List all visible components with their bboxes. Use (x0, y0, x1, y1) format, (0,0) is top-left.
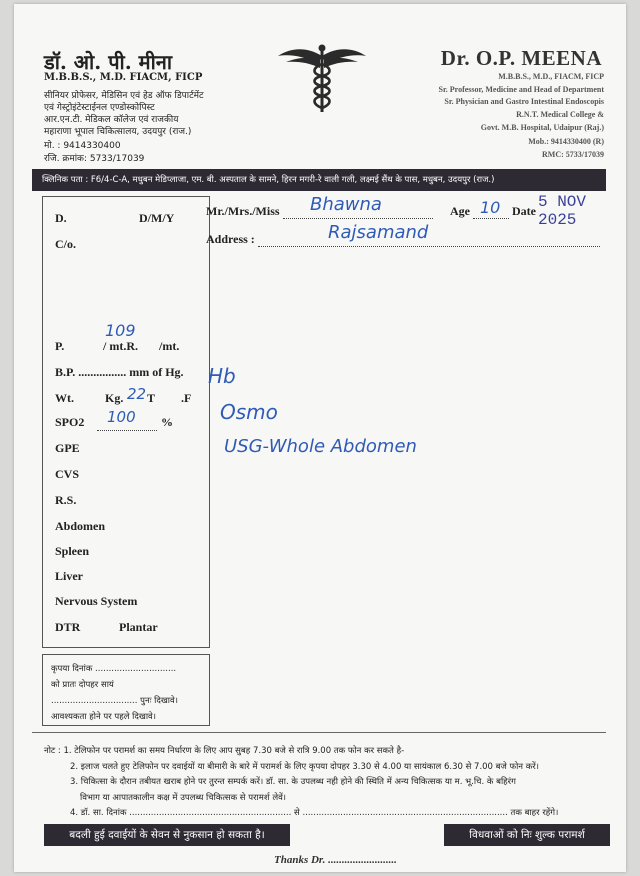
exam-cvs: CVS (55, 467, 80, 481)
spo2-label: SPO2 (55, 415, 85, 429)
exam-liver: Liver (55, 569, 83, 583)
plantar-label: Plantar (119, 620, 158, 634)
age-value: 10 (480, 198, 501, 217)
pulse-unit: / mt.R. (103, 339, 138, 353)
note-1: नोट : 1. टेलिफोन पर परामर्श का समय निर्धारण के लिए आप सुबह 7.30 बजे से रात्रि 9.00 तक फोन कर सकते है- (44, 746, 405, 756)
followup-box (42, 654, 210, 726)
note-4: 4. डॉ. सा. दिनांक ............................................................ से ............................................................................ तक बाहर रहेंगे। (70, 808, 559, 818)
patient-name-value: Bhawna (310, 194, 382, 215)
age-label: Age (450, 204, 470, 218)
weight-label: Wt. (55, 391, 74, 405)
spo2-unit: % (161, 415, 173, 429)
designation-hi-4: महाराणा भूपाल चिकित्सालय, उदयपुर (राज.) (44, 127, 192, 137)
rx-note-2: Osmo (220, 400, 278, 424)
note-3b: विभाग या आपातकालीन कक्ष में उपलब्ध चिकित्सक से परामर्श लेवें। (80, 792, 287, 803)
doctor-name-hindi: डॉ. ओ. पी. मीना (44, 50, 173, 74)
footer-notes (44, 744, 624, 822)
phone-en: Mob.: 9414330400 (R) (528, 137, 604, 146)
patient-name-label: Mr./Mrs./Miss (206, 204, 280, 218)
caduceus-icon (276, 42, 368, 118)
dtr-label: DTR (55, 620, 81, 634)
followup-line-2: को प्रातः दोपहर सायं (51, 680, 114, 690)
clinic-address-bar: क्लिनिक पता : F6/4-C-A, मधुबन मेडिप्लाजा, एम. बी. अस्पताल के सामने, हिरन मगरी-रे वाली गली, लक्ष्मई सैंथ के पास, मधुबन, उदयपुर (राज.) (32, 169, 606, 191)
weight-value: 22 (127, 385, 147, 403)
rx-note-3: USG-Whole Abdomen (224, 436, 417, 457)
reg-en: RMC: 5733/17039 (542, 150, 604, 159)
date-label: D. (55, 211, 67, 225)
pulse-label: P. (55, 339, 65, 353)
divider-line (32, 732, 606, 733)
rx-note-1: Hb (208, 364, 236, 388)
designation-en-2: Sr. Physician and Gastro Intestinal Endoscopis (444, 97, 604, 106)
note-3a: 3. चिकित्सा के दौरान तबीयत खराब होने पर तुरन्त सम्पर्क करें। डॉ. सा. के उपलब्ध नही होने की स्थिति में अन्य चिकित्सक या म. भू.चि. के बहिरंग (70, 777, 516, 787)
phone-hi: मो. : 9414330400 (44, 141, 121, 151)
designation-en-4: Govt. M.B. Hospital, Udaipur (Raj.) (480, 123, 604, 132)
pulse-value: 109 (105, 321, 136, 340)
thanks-line: Thanks Dr. ......................... (274, 854, 397, 866)
exam-rs: R.S. (55, 493, 77, 507)
followup-line-1: कृपया दिनांक .............................. (51, 664, 177, 674)
designation-en-1: Sr. Professor, Medicine and Head of Department (438, 85, 604, 94)
exam-spleen: Spleen (55, 544, 90, 558)
spo2-value: 100 (107, 408, 136, 426)
co-label: C/o. (55, 237, 76, 251)
vitals-exam-panel (42, 196, 210, 648)
resp-unit: /mt. (159, 339, 180, 353)
address-label: Address : (206, 232, 255, 246)
exam-gpe: GPE (55, 441, 80, 455)
followup-line-4: आवश्यकता होने पर पहले दिखावे। (51, 712, 156, 722)
note-2: 2. इलाज चलते हुए टेलिफोन पर दवाईयों या बीमारी के बारे में परामर्श के लिए कृपया दोपहर 3.30 से 4.00 या सायंकाल 6.30 से 7.00 बजे फोन करें। (70, 761, 539, 772)
designation-hi-3: आर.एन.टी. मेडिकल कॉलेज एवं राजकीय (44, 115, 179, 125)
doctor-name-english: Dr. O.P. MEENA (440, 46, 602, 70)
date-format-label: D/M/Y (139, 211, 175, 225)
exam-nervous-system: Nervous System (55, 594, 138, 608)
address-value: Rajsamand (328, 222, 429, 243)
date-stamp: 5 NOV 2025 (538, 193, 587, 229)
followup-line-3: ................................ पुनः दिखावे। (51, 696, 178, 706)
doctor-degrees-left: M.B.B.S., M.D. FIACM, FICP (44, 72, 203, 83)
designation-hi-1: सीनियर प्रोफेसर, मेडिसिन एवं हेड ऑफ डिपार्टमेंट (44, 91, 204, 101)
kg-label: Kg. (105, 391, 124, 405)
date-label-right: Date (512, 204, 536, 218)
medicine-warning-bar: बदली हुई दवाईयों के सेवन से नुकसान हो सकता है। (44, 824, 290, 846)
exam-abdomen: Abdomen (55, 519, 106, 533)
bp-label: B.P. ................ mm of Hg. (55, 365, 184, 379)
designation-en-3: R.N.T. Medical College & (516, 110, 604, 119)
address-line (258, 234, 600, 247)
reg-hi: रजि. क्रमांक: 5733/17039 (44, 154, 145, 164)
temp-unit: .F (181, 391, 192, 405)
temp-label: T (147, 391, 156, 405)
free-consult-bar: विधवाओं को निः शुल्क परामर्श (444, 824, 610, 846)
prescription-sheet (14, 4, 626, 872)
designation-hi-2: एवं गेस्ट्रोइंटेस्टाईनल एण्डोस्कोपिस्ट (44, 103, 155, 113)
doctor-degrees-right: M.B.B.S., M.D., FIACM, FICP (498, 72, 604, 81)
